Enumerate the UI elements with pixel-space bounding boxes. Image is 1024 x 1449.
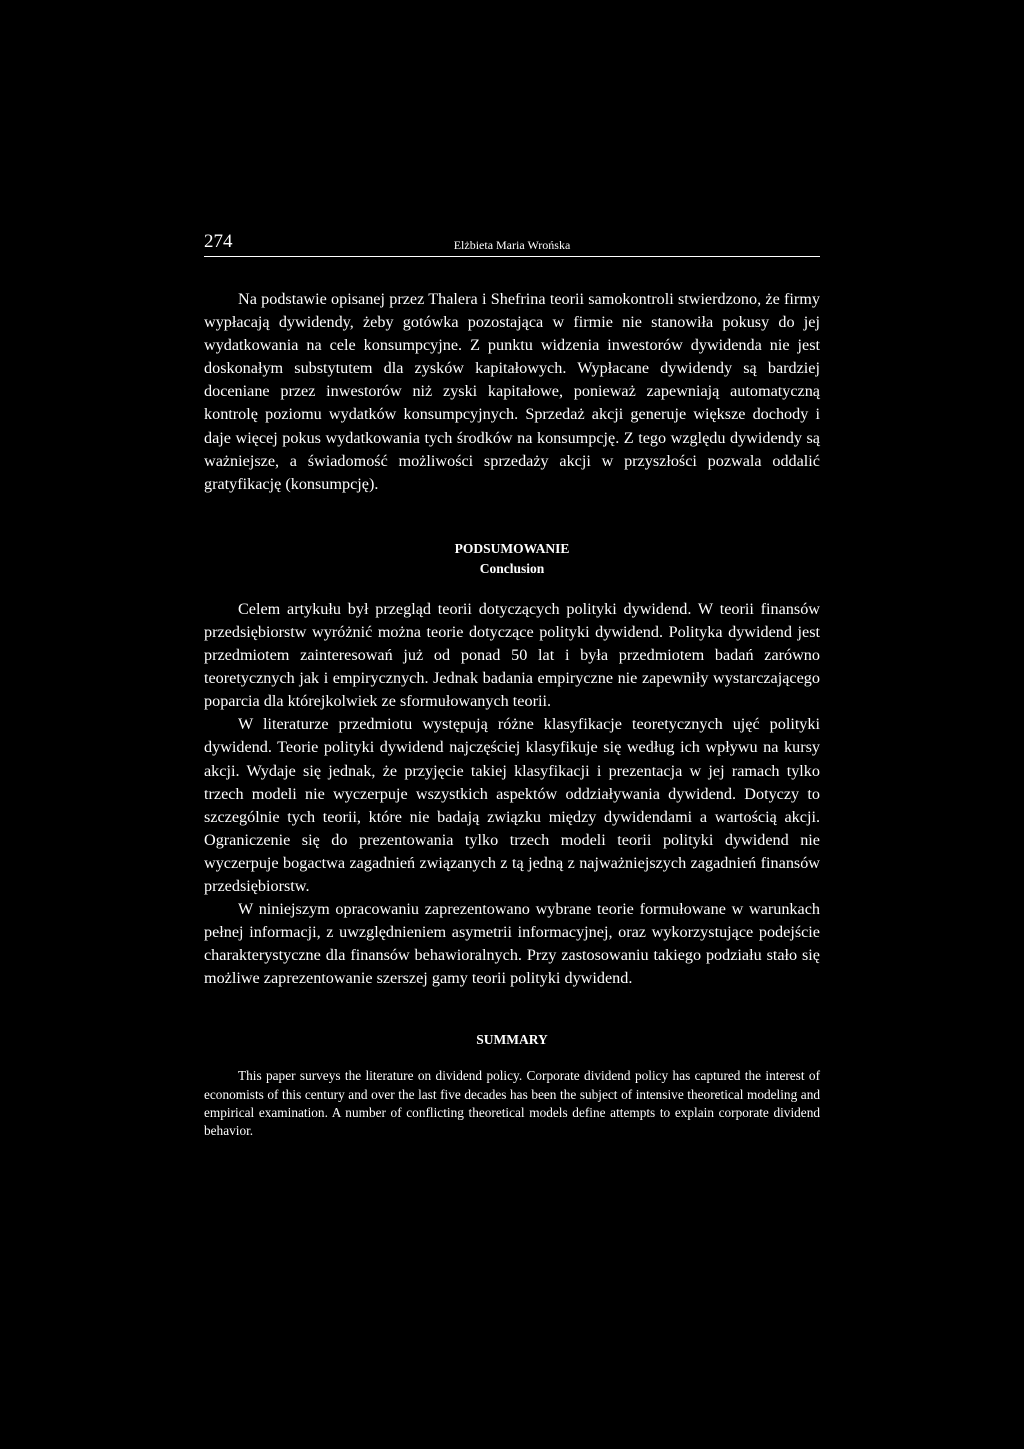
intro-paragraph: Na podstawie opisanej przez Thalera i Shefrina teorii samokontroli stwierdzono, że firmy wypłacają dywidendy, żeby gotówka pozostająca w firmie nie stanowiła pokusy do jej wydatkowania na cele konsumpcyjne. Z punktu widzenia inwestorów dywidenda nie jest doskonałym substytutem dla zysków kapitałowych. Wypłacane dywidendy są bardziej doceniane przez inwestorów niż zyski kapitałowe, ponieważ zapewniają automatyczną kontrolę poziomu wydatków konsumpcyjnych. Sprzedaż akcji generuje większe dochody i daje więcej pokus wydatkowania tych środków na konsumpcję. Z tego względu dywidendy są ważniejsze, a świadomość możliwości sprzedaży akcji w przyszłości pozwala oddalić gratyfikację (konsumpcję).	[204, 290, 820, 493]
conclusion-paragraph: W niniejszym opracowaniu zaprezentowano wybrane teorie formułowane w warunkach pełnej informacji, z uwzględnieniem asymetrii informacyjnej, oraz wykorzystujące podejście charakterystyczne dla finansów behawioralnych. Przy zastosowaniu takiego podziału stało się możliwe zaprezentowanie szerszej gamy teorii polityki dywidend.	[204, 900, 820, 988]
page-number: 274	[204, 231, 233, 252]
conclusion-heading: PODSUMOWANIE	[454, 540, 570, 556]
conclusion-subheading: Conclusion	[479, 560, 545, 576]
running-header	[204, 230, 820, 257]
document-page	[204, 230, 820, 1140]
running-header-author: Elżbieta Maria Wrońska	[453, 238, 571, 252]
conclusion-paragraph: W literaturze przedmiotu występują różne klasyfikacje teoretycznych ujęć polityki dywidend. Teorie polityki dywidend najczęściej klasyfikuje się według ich wpływu na kursy akcji. Wydaje się jednak, że przyjęcie takiej klasyfikacji i prezentacja w jej ramach tylko trzech modeli nie wyczerpuje wszystkich aspektów oddziaływania dywidend. Dotyczy to szczególnie tych teorii, które nie badają związku między dywidendami a wartością akcji. Ograniczenie się do prezentowania tylko trzech modeli teorii polityki dywidend nie wyczerpuje bogactwa zagadnień związanych z tą jedną z najważniejszych zagadnień finansów przedsiębiorstw.	[204, 715, 820, 895]
summary-paragraph: This paper surveys the literature on dividend policy. Corporate dividend policy has captured the interest of economists of this century and over the last five decades has been the subject of intensive theoretical modeling and empirical examination. A number of conflicting theoretical models define attempts to explain corporate dividend behavior.	[204, 1068, 820, 1139]
conclusion-paragraph: Celem artykułu był przegląd teorii dotyczących polityki dywidend. W teorii finansów przedsiębiorstw wyróżnić można teorie dotyczące polityki dywidend. Polityka dywidend jest przedmiotem zainteresowań już od ponad 50 lat i była przedmiotem badań zarówno teoretycznych jak i empirycznych. Jednak badania empiryczne nie zapewniły wystarczającego poparcia dla którejkolwiek ze sformułowanych teorii.	[204, 599, 820, 711]
summary-heading: SUMMARY	[476, 1032, 548, 1048]
